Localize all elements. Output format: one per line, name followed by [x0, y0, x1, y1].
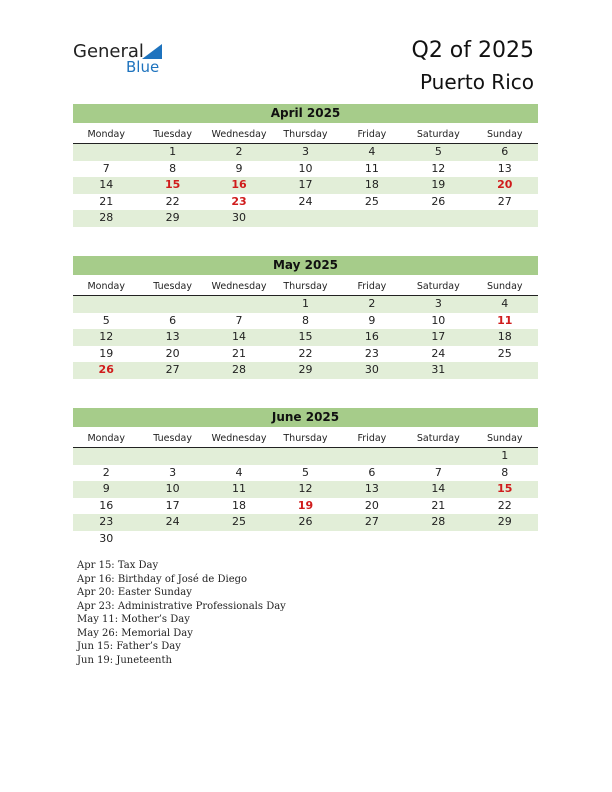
weekday-label: Thursday	[283, 281, 328, 292]
day-cell: 26	[298, 515, 313, 528]
day-cell: 17	[165, 498, 180, 512]
empty-day-cell	[472, 531, 538, 548]
day-cell: 30	[364, 363, 379, 376]
holiday-note: Apr 16: Birthday of José de Diego	[77, 573, 248, 585]
month-calendar	[73, 256, 538, 379]
day-cell: 1	[301, 297, 309, 310]
generalblue-logo	[73, 42, 173, 78]
weekday-header-row	[73, 278, 538, 296]
page-title: Q2 of 2025	[411, 38, 534, 63]
day-cell: 15	[164, 178, 181, 191]
day-cell: 9	[235, 161, 243, 175]
empty-day-cell	[206, 296, 272, 313]
empty-day-cell	[73, 448, 139, 465]
day-cell: 8	[169, 161, 177, 175]
day-cell: 5	[301, 465, 309, 479]
day-cell: 19	[297, 498, 314, 512]
day-cell: 18	[497, 330, 512, 343]
week-row	[73, 481, 538, 498]
week-row	[73, 329, 538, 346]
day-cell: 1	[501, 449, 509, 462]
week-row	[73, 362, 538, 379]
day-cell: 12	[431, 161, 446, 175]
day-cell: 21	[431, 498, 446, 512]
month-calendar	[73, 408, 538, 547]
day-cell: 10	[165, 482, 180, 495]
day-cell: 4	[501, 297, 509, 310]
day-cell: 7	[235, 313, 243, 327]
day-cell: 28	[431, 515, 446, 528]
day-cell: 22	[497, 498, 512, 512]
day-cell: 11	[232, 482, 247, 495]
empty-day-cell	[405, 531, 471, 548]
week-row	[73, 346, 538, 363]
week-row	[73, 531, 538, 548]
day-cell: 23	[99, 515, 114, 528]
day-cell: 6	[501, 145, 509, 158]
weekday-label: Saturday	[416, 129, 460, 140]
day-cell: 24	[165, 515, 180, 528]
week-row	[73, 144, 538, 161]
empty-day-cell	[139, 296, 205, 313]
week-row	[73, 514, 538, 531]
empty-day-cell	[339, 210, 405, 227]
day-cell: 11	[497, 313, 513, 327]
day-cell: 11	[364, 161, 379, 175]
day-cell: 18	[232, 498, 247, 512]
day-cell: 15	[497, 482, 513, 495]
day-cell: 27	[165, 363, 180, 376]
day-cell: 20	[364, 498, 379, 512]
empty-day-cell	[139, 448, 205, 465]
day-cell: 14	[431, 482, 446, 495]
day-cell: 24	[431, 346, 446, 360]
weekday-label: Friday	[357, 129, 387, 140]
holiday-notes	[77, 559, 286, 667]
day-cell: 31	[431, 363, 446, 376]
day-cell: 10	[431, 313, 446, 327]
day-cell: 8	[501, 465, 509, 479]
holiday-note: May 11: Mother’s Day	[77, 614, 190, 625]
day-cell: 29	[298, 363, 313, 376]
day-cell: 27	[364, 515, 379, 528]
day-cell: 19	[99, 346, 114, 360]
holiday-note: Jun 19: Juneteenth	[77, 654, 172, 666]
day-cell: 25	[497, 346, 512, 360]
day-cell: 1	[169, 145, 177, 158]
weekday-label: Tuesday	[153, 433, 192, 444]
day-cell: 18	[364, 178, 379, 191]
day-cell: 5	[102, 313, 110, 327]
month-title: May 2025	[73, 256, 538, 275]
empty-day-cell	[339, 448, 405, 465]
empty-day-cell	[73, 296, 139, 313]
day-cell: 19	[431, 178, 446, 191]
day-cell: 16	[364, 330, 379, 343]
page-subtitle: Puerto Rico	[419, 70, 534, 94]
day-cell: 28	[99, 211, 114, 224]
day-cell: 23	[364, 346, 379, 360]
day-cell: 13	[497, 161, 512, 175]
weekday-label: Wednesday	[211, 129, 267, 140]
day-cell: 30	[99, 531, 114, 545]
weekday-header-row	[73, 126, 538, 144]
day-cell: 2	[235, 145, 243, 158]
day-cell: 12	[298, 482, 313, 495]
holiday-note: Apr 20: Easter Sunday	[77, 587, 192, 598]
day-cell: 16	[99, 498, 114, 512]
empty-day-cell	[272, 531, 338, 548]
month-calendar	[73, 104, 538, 227]
weekday-label: Wednesday	[211, 433, 267, 444]
day-cell: 9	[102, 482, 110, 495]
day-cell: 29	[497, 515, 512, 528]
holiday-note: May 26: Memorial Day	[77, 627, 193, 639]
day-cell: 3	[301, 145, 309, 158]
day-cell: 17	[431, 330, 446, 343]
logo-word-blue: Blue	[126, 58, 160, 76]
week-row	[73, 313, 538, 330]
day-cell: 22	[165, 194, 180, 208]
month-title: April 2025	[73, 104, 538, 123]
day-cell: 17	[298, 178, 313, 191]
empty-day-cell	[405, 210, 471, 227]
day-cell: 21	[232, 346, 247, 360]
weekday-label: Monday	[87, 281, 125, 292]
weekday-label: Tuesday	[153, 129, 192, 140]
empty-day-cell	[272, 210, 338, 227]
empty-day-cell	[206, 531, 272, 548]
day-cell: 29	[165, 211, 180, 224]
week-row	[73, 161, 538, 178]
logo-triangle-icon	[142, 44, 162, 59]
day-cell: 2	[102, 465, 110, 479]
day-cell: 15	[298, 330, 313, 343]
weekday-label: Saturday	[416, 281, 460, 292]
day-cell: 26	[98, 363, 114, 376]
weekday-label: Tuesday	[153, 281, 192, 292]
day-cell: 27	[497, 194, 512, 208]
empty-day-cell	[472, 210, 538, 227]
weekday-label: Sunday	[486, 281, 523, 292]
empty-day-cell	[272, 448, 338, 465]
day-cell: 21	[99, 194, 114, 208]
week-row	[73, 210, 538, 227]
day-cell: 25	[232, 515, 247, 528]
day-cell: 6	[169, 313, 177, 327]
weekday-label: Saturday	[416, 433, 460, 444]
day-cell: 5	[434, 145, 442, 158]
weekday-label: Wednesday	[211, 281, 267, 292]
week-row	[73, 296, 538, 313]
empty-day-cell	[206, 448, 272, 465]
day-cell: 7	[434, 465, 442, 479]
empty-day-cell	[139, 531, 205, 548]
day-cell: 20	[165, 346, 180, 360]
weekday-header-row	[73, 430, 538, 448]
day-cell: 26	[431, 194, 446, 208]
day-cell: 8	[301, 313, 309, 327]
day-cell: 7	[102, 161, 110, 175]
day-cell: 2	[368, 297, 376, 310]
week-row	[73, 194, 538, 211]
empty-day-cell	[472, 362, 538, 379]
day-cell: 6	[368, 465, 376, 479]
empty-day-cell	[73, 144, 139, 161]
day-cell: 3	[434, 297, 442, 310]
holiday-note: Apr 23: Administrative Professionals Day	[77, 600, 286, 612]
day-cell: 25	[364, 194, 379, 208]
weekday-label: Friday	[357, 433, 387, 444]
week-row	[73, 448, 538, 465]
day-cell: 24	[298, 194, 313, 208]
day-cell: 4	[368, 145, 376, 158]
day-cell: 20	[497, 178, 513, 191]
holiday-note: Jun 15: Father’s Day	[77, 641, 181, 652]
holiday-note: Apr 15: Tax Day	[77, 560, 159, 571]
empty-day-cell	[405, 448, 471, 465]
day-cell: 10	[298, 161, 313, 175]
day-cell: 14	[99, 178, 114, 191]
logo-word-general: General	[73, 41, 144, 62]
day-cell: 30	[232, 211, 247, 224]
day-cell: 28	[232, 363, 247, 376]
day-cell: 13	[165, 330, 180, 343]
weekday-label: Monday	[87, 433, 125, 444]
day-cell: 3	[169, 465, 177, 479]
empty-day-cell	[339, 531, 405, 548]
month-title: June 2025	[73, 408, 538, 427]
day-cell: 14	[232, 330, 247, 343]
day-cell: 9	[368, 313, 376, 327]
weekday-label: Monday	[87, 129, 125, 140]
weekday-label: Sunday	[486, 129, 523, 140]
day-cell: 12	[99, 330, 114, 343]
week-row	[73, 498, 538, 515]
day-cell: 23	[231, 194, 247, 208]
day-cell: 16	[231, 178, 247, 191]
week-row	[73, 465, 538, 482]
weekday-label: Friday	[357, 281, 387, 292]
weekday-label: Sunday	[486, 433, 523, 444]
weekday-label: Thursday	[283, 433, 328, 444]
day-cell: 22	[298, 346, 313, 360]
week-row	[73, 177, 538, 194]
day-cell: 13	[364, 482, 379, 495]
weekday-label: Thursday	[283, 129, 328, 140]
day-cell: 4	[235, 465, 243, 479]
